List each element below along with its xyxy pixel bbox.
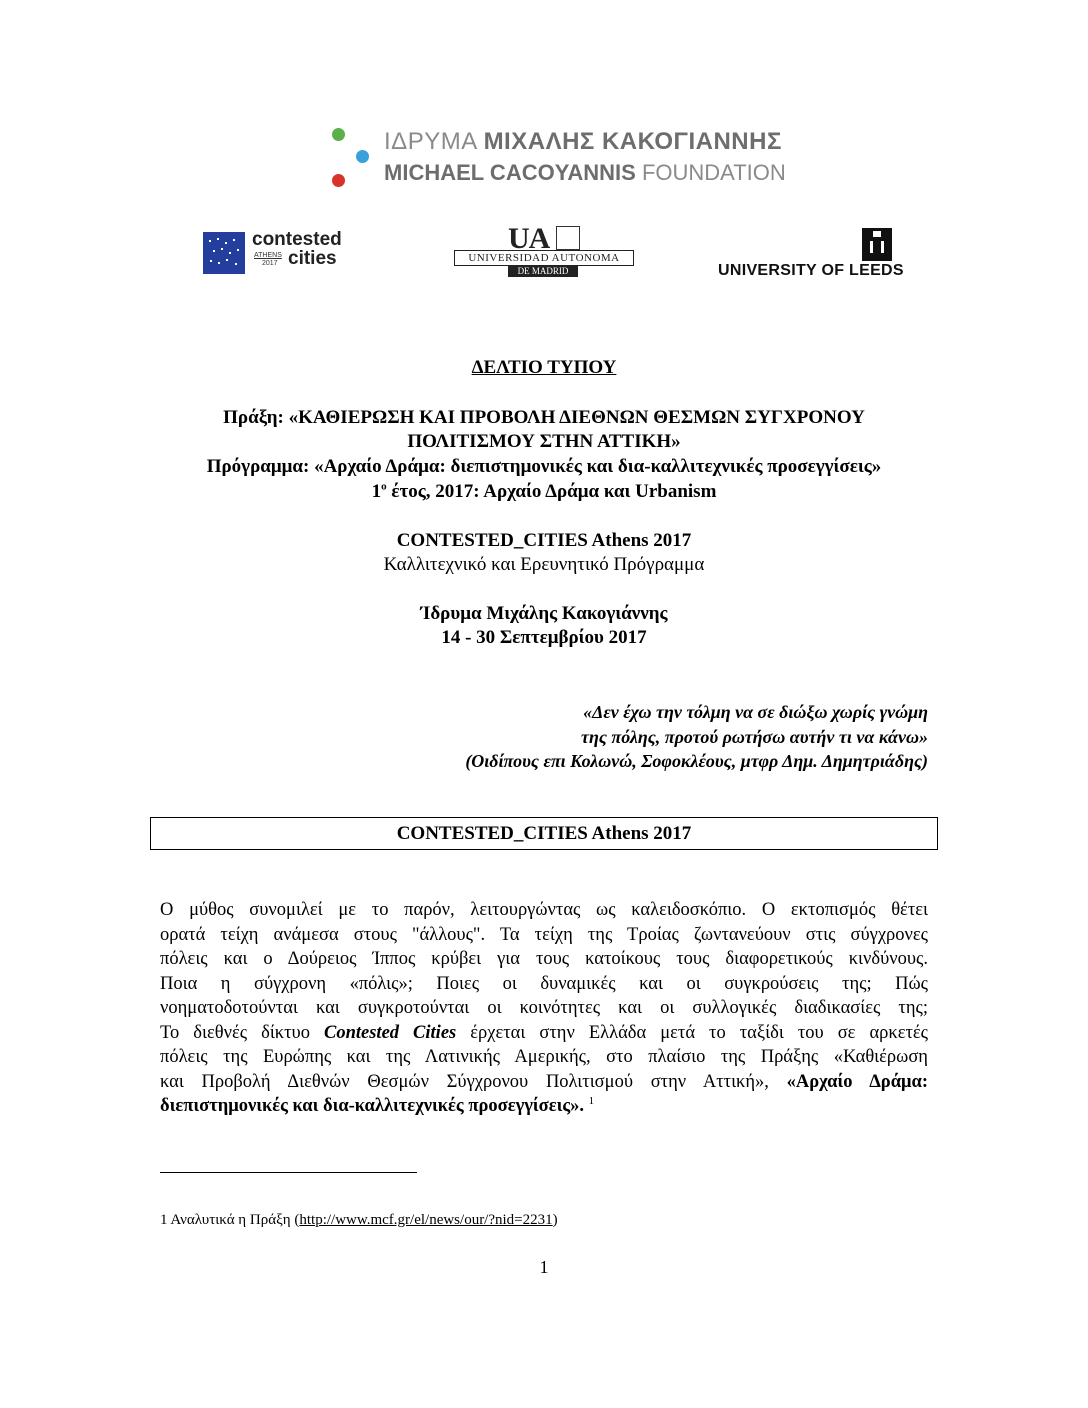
press-release-title: ΔΕΛΤΙΟ ΤΥΠΟΥ	[471, 357, 617, 378]
contested-cities-logo-small: ATHENS 2017	[254, 252, 282, 267]
red-dot	[332, 174, 345, 187]
foundation-logo-dots	[330, 128, 380, 188]
body-line: πόλεις της Ευρώπης και της Λατινικής Αμερικής, στο πλαίσιο της Πράξης «Καθιέρωση	[160, 1047, 928, 1067]
page-number: 1	[539, 1257, 549, 1277]
contested-cities-logo-text: contested cities	[252, 229, 342, 269]
year-line: $1^o$ έτος, 2017: Αρχαίο Δράμα και Urbanism	[371, 480, 717, 502]
uam-logo-emblem	[556, 226, 580, 250]
body-line: ορατά τείχη ανάμεσα στους "άλλους". Τα τείχη της Τροίας ζωντανεύουν στις σύγχρονες	[160, 924, 928, 945]
leeds-logo-text: UNIVERSITY OF LEEDS	[718, 262, 904, 279]
uam-logo-name: UNIVERSIDAD AUTONOMA	[454, 250, 634, 266]
contested-cities-logo-mark	[203, 232, 245, 274]
leeds-tower-icon	[862, 228, 892, 261]
body-line: Το διεθνές δίκτυο Contested Cities έρχεται στην Ελλάδα μετά το ταξίδι του σε αρκετές	[160, 1022, 928, 1043]
footnote-reference[interactable]: 1	[588, 1094, 595, 1107]
quote-line-2: της πόλης, προτού ρωτήσω αυτήν τι να κάνω»	[580, 727, 928, 747]
footnote-separator	[160, 1172, 417, 1173]
quote-attribution: (Οιδίπους επι Κολωνώ, Σοφοκλέους, μτφρ Δημ. Δημητριάδης)	[465, 751, 928, 771]
program-title: Πρόγραμμα: «Αρχαίο Δράμα: διεπιστημονικές και δια-καλλιτεχνικές προσεγγίσεις»	[206, 456, 882, 477]
body-line: διεπιστημονικές και δια-καλλιτεχνικές προσεγγίσεις». $^1$	[160, 1094, 595, 1116]
cc-title: CONTESTED_CITIES Athens 2017	[396, 530, 692, 551]
body-text	[160, 898, 928, 1119]
uam-logo-letters: UA	[508, 222, 550, 255]
section-heading-box: CONTESTED_CITIES Athens 2017	[150, 817, 938, 850]
venue: Ίδρυμα Μιχάλης Κακογιάννης	[420, 603, 668, 624]
footnote: 1 Αναλυτικά η Πράξη (http://www.mcf.gr/el/news/our/?nid=2231)	[160, 1212, 558, 1228]
body-line: και Προβολή Διεθνών Θεσμών Σύγχρονου Πολιτισμού στην Αττική», «Αρχαίο Δράμα:	[160, 1071, 928, 1092]
action-title-line2: ΠΟΛΙΤΙΣΜΟΥ ΣΤΗΝ ΑΤΤΙΚΗ»	[407, 431, 681, 452]
green-dot	[332, 128, 345, 141]
foundation-name-greek: ΙΔΡΥΜΑ ΜΙΧΑΛΗΣ ΚΑΚΟΓΙΑΝΝΗΣ	[384, 128, 782, 155]
dates: 14 - 30 Σεπτεμβρίου 2017	[441, 627, 647, 648]
foundation-name-english: MICHAEL CACOYANNIS FOUNDATION	[384, 160, 786, 185]
body-line: πόλεις και ο Δούρειος Ίππος κρύβει για τους κατοίκους τους διαφορετικούς κινδύνους.	[160, 949, 928, 969]
uam-logo-city: DE MADRID	[508, 266, 578, 277]
body-line: Ποια η σύγχρονη «πόλις»; Ποιες οι δυναμικές και οι συγκρούσεις της; Πώς	[160, 973, 928, 994]
body-line: Ο μύθος συνομιλεί με το παρόν, λειτουργώντας ως καλειδοσκόπιο. Ο εκτοπισμός θέτει	[160, 900, 928, 920]
quote-line-1: «Δεν έχω την τόλμη να σε διώξω χωρίς γνώμη	[583, 702, 928, 722]
blue-dot	[356, 150, 369, 163]
body-line: νοηματοδοτούνται και συγκροτούνται οι κοινότητες και οι συλλογικές διαδικασίες της;	[160, 998, 928, 1018]
cc-subtitle: Καλλιτεχνικό και Ερευνητικό Πρόγραμμα	[383, 554, 705, 575]
footnote-link[interactable]: http://www.mcf.gr/el/news/our/?nid=2231	[299, 1212, 553, 1228]
action-title-line1: Πράξη: «ΚΑΘΙΕΡΩΣΗ ΚΑΙ ΠΡΟΒΟΛΗ ΔΙΕΘΝΩΝ ΘΕΣΜΩΝ ΣΥΓΧΡΟΝΟΥ	[223, 407, 865, 428]
